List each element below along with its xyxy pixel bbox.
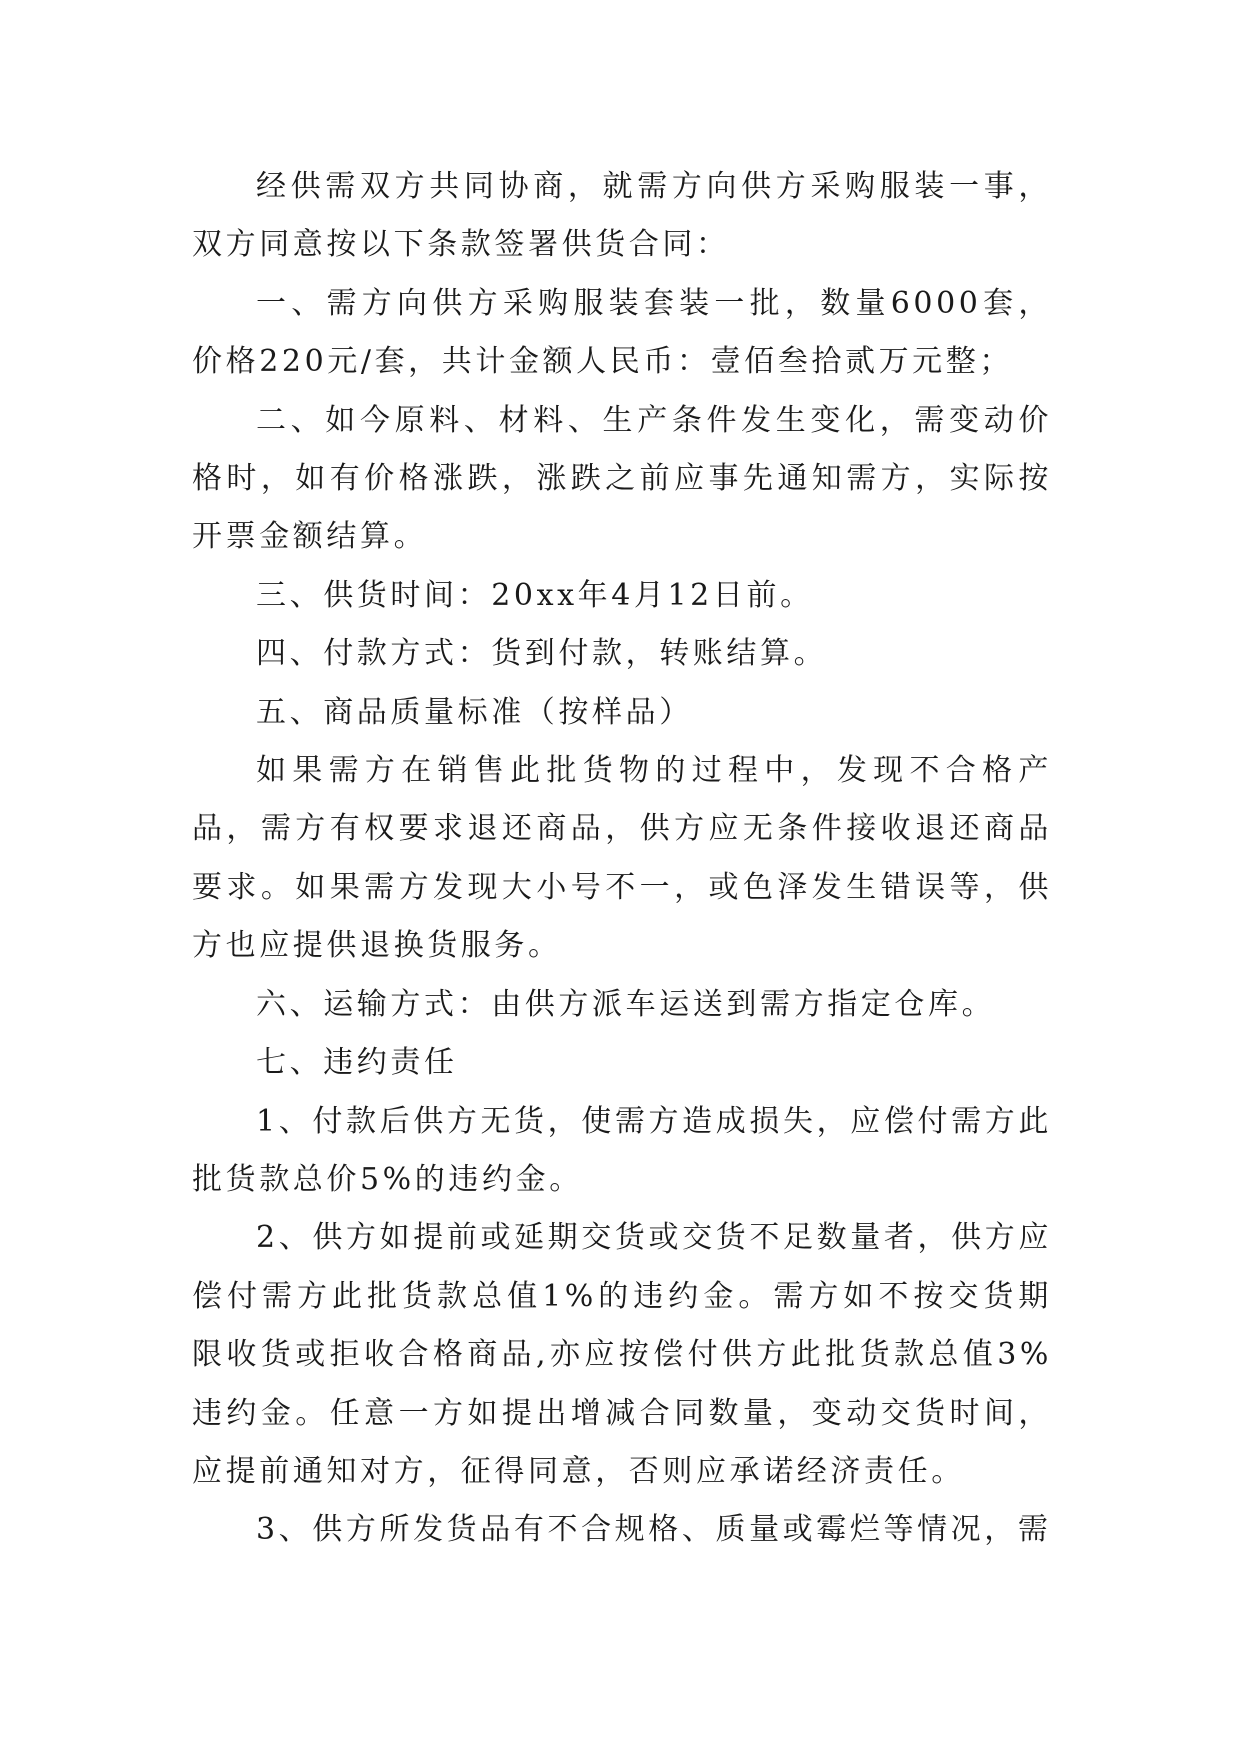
clause-7-heading: 七、违约责任: [256, 1045, 458, 1081]
clause-5-heading: 五、商品质量标准（按样品）: [256, 694, 693, 730]
contract-body: [192, 158, 1052, 1560]
clause-4-paragraph: 四、付款方式：货到付款，转账结算。: [256, 636, 828, 672]
clause-6-paragraph: 六、运输方式：由供方派车运送到需方指定仓库。: [256, 986, 996, 1022]
clause-7-item-3: 3、供方所发货品有不合规格、质量或霉烂等情况，需: [256, 1512, 1052, 1548]
clause-3-paragraph: 三、供货时间：20xx年4月12日前。: [256, 577, 814, 613]
clause-1-paragraph: 一、需方向供方采购服装套装一批，数量6000套，价格220元/套，共计金额人民币：壹佰叁拾贰万元整；: [192, 285, 1052, 380]
clause-7-item-1: 1、付款后供方无货，使需方造成损失，应偿付需方此批货款总价5%的违约金。: [192, 1103, 1052, 1197]
clause-5-paragraph: 如果需方在销售此批货物的过程中，发现不合格产品，需方有权要求退还商品，供方应无条件接收退还商品要求。如果需方发现大小号不一，或色泽发生错误等，供方也应提供退换货服务。: [192, 753, 1052, 964]
clause-2-paragraph: 二、如今原料、材料、生产条件发生变化，需变动价格时，如有价格涨跌，涨跌之前应事先通知需方，实际按开票金额结算。: [192, 402, 1052, 555]
clause-7-item-2: 2、供方如提前或延期交货或交货不足数量者，供方应偿付需方此批货款总值1%的违约金。需方如不按交货期限收货或拒收合格商品,亦应按偿付供方此批货款总值3%违约金。任意一方如提出增减合同数量，变动交货时间，应提前通知对方，征得同意，否则应承诺经济责任。: [192, 1220, 1052, 1489]
intro-paragraph: 经供需双方共同协商，就需方向供方采购服装一事，双方同意按以下条款签署供货合同：: [192, 169, 1052, 263]
